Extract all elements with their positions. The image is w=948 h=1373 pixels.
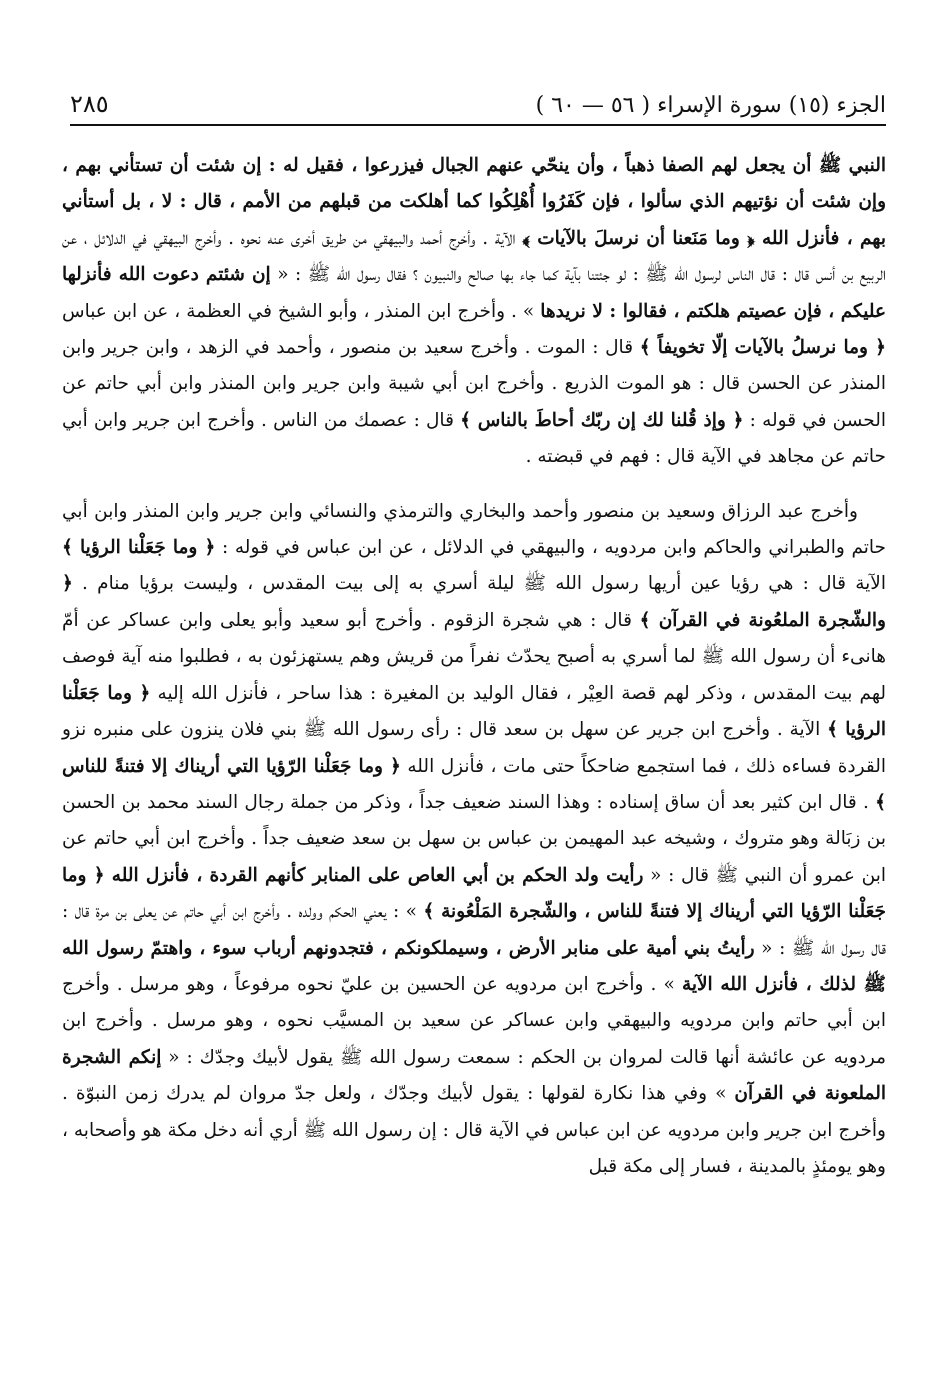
text-run: . قال ابن كثير بعد أن ساق إسناده : وهذا السند ضعيف جداً ، وذكر من جملة رجال السند محمد بن الحسن بن زبَالة وهو متروك ، وشيخه عبد المهيمن بن عباس بن سهل بن سعد ضعيف جداً . وأخرج ابن أبي حاتم عن ابن عمرو أن النبي ﷺ قال : «	[62, 791, 886, 886]
text-run: الآية قال : هي رؤيا عين أريها رسول الله ﷺ ليلة أسري به إلى بيت المقدس ، وليست برؤيا منام .	[72, 573, 886, 595]
emphasized-text: إنكم الشجرة الملعونة في القرآن	[62, 1046, 886, 1105]
emphasized-text: ﴿ والشّجرة الملعُونة في القرآن ﴾	[62, 573, 886, 631]
emphasized-text: ﴿ وما جَعَلْنا الرؤيا ﴾	[62, 682, 886, 741]
emphasized-text: ﴿ وما نرسلُ بالآيات إلّا تخويفاً ﴾	[639, 337, 886, 359]
text-run: » وفي هذا نكارة لقولها : يقول لأبيك وجدّك ، ولعل جدّ مروان لم يدرك زمن النبوّة . وأخرج ابن جرير وابن مردويه عن ابن عباس في الآية قال : إن رسول الله ﷺ أري أنه دخل مكة هو وأصحابه ، وهو يومئذٍ بالمدينة ، فسار إلى مكة قبل	[62, 1083, 886, 1177]
text-run: قال : الموت . وأخرج سعيد بن منصور ، وأحمد في الزهد ، وابن جرير وابن المنذر عن الحسن قال : هو الموت الذريع . وأخرج ابن أبي شيبة وابن جرير وابن المنذر وابن أبي حاتم عن الحسن في قوله :	[62, 337, 886, 431]
text-run: وأخرج عبد الرزاق وسعيد بن منصور وأحمد والبخاري والترمذي والنسائي وابن جرير وابن المنذر وابن أبي حاتم والطبراني والحاكم وابن مردويه ، والبيهقي في الدلائل ، عن ابن عباس في قوله :	[62, 500, 886, 559]
emphasized-text: ﴿ وما جَعَلْنا الرّؤيا التي أريناك إلا فتنةً للناس ﴾	[62, 755, 886, 813]
text-run: قال : هي شجرة الزقوم . وأخرج أبو سعيد وأبو يعلى وابن عساكر عن أمّ هانىء أن رسول الله ﷺ لما أسري به أصبح يحدّث نفراً من قريش وهم يستهزئون به ، فطلبوا منه آية فوصف لهم بيت المقدس ، وذكر لهم قصة العِيْر ، فقال الوليد بن المغيرة : هذا ساحر ، فأنزل الله إليه	[62, 609, 886, 704]
text-run: قال : عصمك من الناس . وأخرج ابن جرير وابن أبي حاتم عن مجاهد في الآية قال : فهم في قبضته .	[62, 409, 886, 468]
text-run: الآية . وأخرج ابن جرير عن سهل بن سعد قال : رأى رسول الله ﷺ بني فلان ينزون على منبره نزو القردة فساءه ذلك ، فما استجمع ضاحكاً حتى مات ، فأنزل الله	[62, 719, 887, 777]
emphasized-text: رأيت ولد الحكم بن أبي العاص على المنابر كأنهم القردة ، فأنزل الله ﴿ وما جَعَلْنا الرّؤيا التي أريناك إلا فتنةً للناس ، والشّجرة المَلْعُونة ﴾	[62, 864, 886, 923]
emphasized-text: ﴿ وما جَعَلْنا الرؤيا ﴾	[62, 537, 216, 559]
paragraph-2	[62, 494, 886, 1186]
header-title: الجزء (١٥) سورة الإسراء ( ٥٦ — ٦٠ )	[535, 93, 886, 118]
page-number: ٢٨٥	[70, 90, 109, 118]
text-run: الآية . وأخرج أحمد والبيهقي من طريق أخرى عنه نحوه . وأخرج البيهقي في الدلائل ، عن الربيع بن أنس قال : قال الناس لرسول الله ﷺ : لو جئتنا بآية كما جاء بها صالح والنبيون ؟ فقال رسول الله ﷺ : «	[62, 227, 886, 286]
body-text	[62, 148, 886, 1185]
emphasized-text: رأيتُ بني أمية على منابر الأرض ، وسيملكونكم ، فتجدونهم أرباب سوء ، واهتمّ رسول الله ﷺ لذلك ، فأنزل الله الآية	[62, 937, 886, 995]
running-header	[70, 86, 886, 126]
text-run: » . وأخرج ابن مردويه عن الحسين بن عليّ نحوه مرفوعاً ، وهو مرسل . وأخرج ابن أبي حاتم وابن مردويه والبيهقي وابن عساكر عن سعيد بن المسيَّب نحوه ، وهو مرسل . وأخرج ابن مردويه عن عائشة أنها قالت لمروان بن الحكم : سمعت رسول الله ﷺ يقول لأبيك وجدّك : «	[62, 973, 886, 1068]
emphasized-text: إن شئتم دعوت الله فأنزلها عليكم ، فإن عصيتم هلكتم ، فقالوا : لا نريدها	[62, 264, 886, 322]
text-run: » . وأخرج ابن المنذر ، وأبو الشيخ في العظمة ، عن ابن عباس	[62, 300, 541, 322]
emphasized-text: ﴿ وإذ قُلنا لك إن ربّك أحاطَ بالناس ﴾	[460, 409, 744, 431]
emphasized-text: النبي ﷺ أن يجعل لهم الصفا ذهباً ، وأن ينحّي عنهم الجبال فيزرعوا ، فقيل له : إن شئت أن تستأني بهم ، وإن شئت أن نؤتيهم الذي سألوا ، فإن كَفَرُوا أُهْلِكُوا كما أهلكت من قبلهم من الأمم ، قال : لا ، بل أستأني بهم ، فأنزل الله ﴿ وما مَنَعنا أن نرسلَ بالآيات ﴾	[62, 155, 886, 249]
text-run: » : يعني الحكم وولده . وأخرج ابن أبي حاتم عن يعلى بن مرة قال : قال رسول الله ﷺ : «	[62, 901, 886, 959]
paragraph-1	[62, 148, 886, 476]
header-divider	[70, 124, 886, 126]
